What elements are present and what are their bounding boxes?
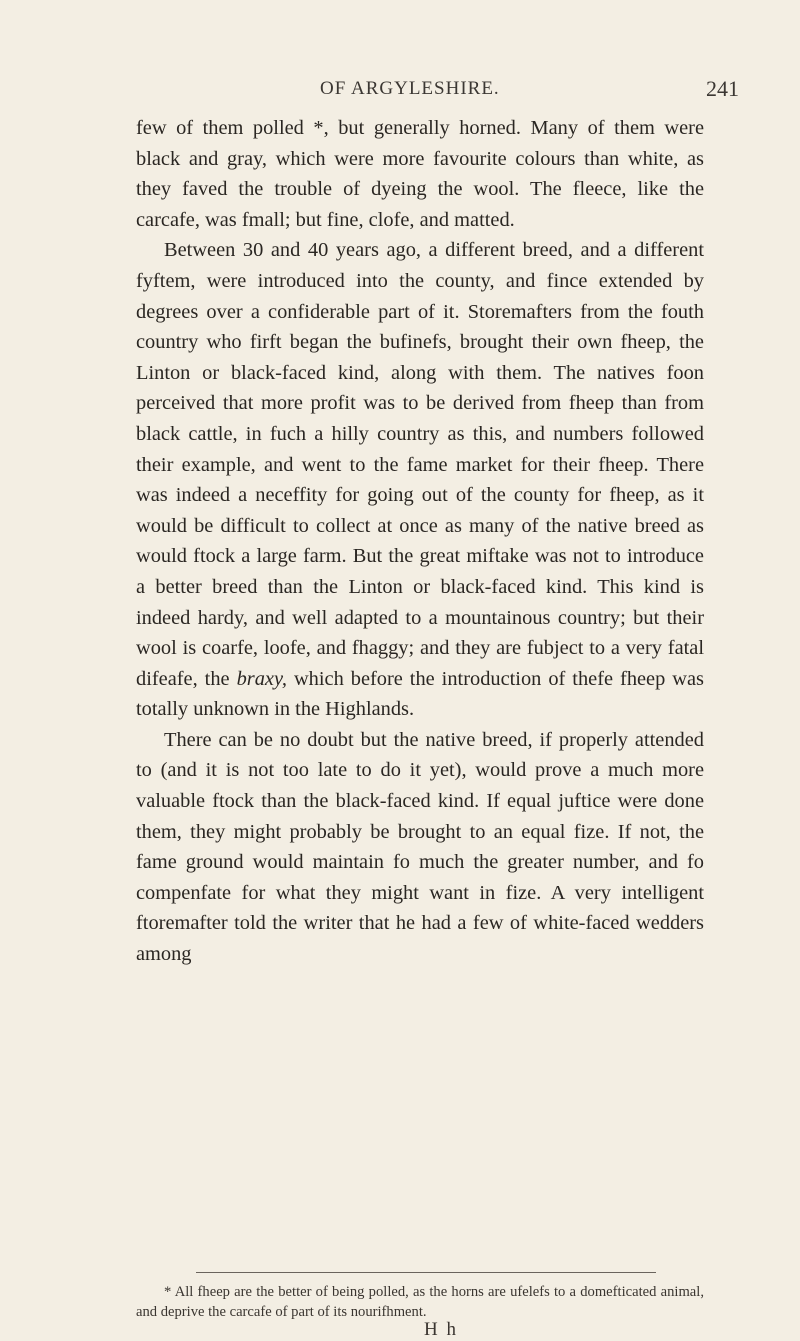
footnote-rule — [196, 1272, 656, 1273]
page-number: 241 — [706, 76, 739, 101]
italic-term-braxy: braxy, — [236, 667, 287, 690]
footnote: * All fheep are the better of being polled, as the horns are ufelefs to a domefticated animal, and deprive the carcafe of part of its nourifhment. — [136, 1284, 704, 1320]
signature-mark: H h — [424, 1319, 458, 1340]
paragraph-2 — [136, 235, 704, 725]
paragraph-1: few of them polled *, but generally horned. Many of them were black and gray, which were more favourite colours than white, as they faved the trouble of dyeing the wool. The fleece, like the carcafe, was fmall; but fine, clofe, and matted. — [136, 117, 704, 231]
main-text — [136, 113, 704, 970]
paragraph-3: There can be no doubt but the native breed, if properly attended to (and it is not too late to do it yet), would prove a much more valuable ftock than the black-faced kind. If equal juftice were done them, they might probably be brought to an equal fize. If not, the fame ground would maintain fo much the greater number, and fo compenfate for what they might want in fize. A very intelligent ftoremafter told the writer that he had a few of white-faced wedders among — [136, 728, 704, 966]
paragraph-2-tail: which before the introduction of thefe fheep was totally unknown in the Highlands. — [136, 667, 704, 721]
paragraph-2-text: Between 30 and 40 years ago, a different breed, and a different fyftem, were introduced into the county, and fince extended by degrees over a confiderable part of it. Storemafters from the fouth country who firft began the bufinefs, brought their own fheep, the Linton or black-faced kind, along with them. The natives foon perceived that more profit was to be derived from fheep than from black cattle, in fuch a hilly country as this, and numbers followed their example, and went to the fame market for their fheep. There was indeed a neceffity for going out of the county for fheep, as it would be difficult to collect at once as many of the native breed as would ftock a large farm. But the great miftake was not to introduce a better breed than the Linton or black-faced kind. This kind is indeed hardy, and well adapted to a mountainous country; but their wool is coarfe, loofe, and fhaggy; and they are fubject to a very fatal difeafe, the — [136, 239, 704, 690]
running-title: OF ARGYLESHIRE. — [320, 78, 500, 99]
